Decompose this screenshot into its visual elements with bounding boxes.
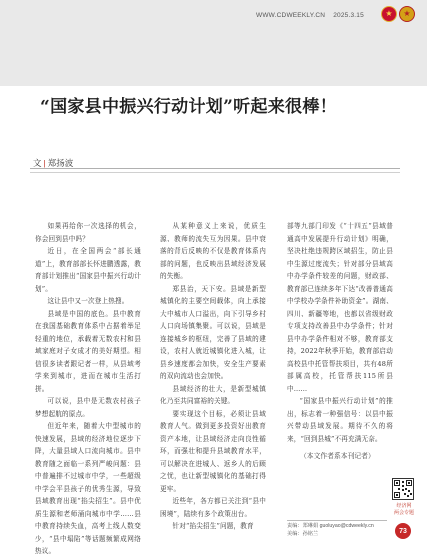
paragraph: 县域经济的壮大，是新型城镇化乃至共同富裕的关键。: [160, 384, 266, 405]
paragraph: 县域是中国的底色。县中教育在我国基础教育体系中占据着举足轻重的地位，承载着无数农村和县域家庭对子女成才的美好期望。相信很多读者跟记者一样，从县域考学来到城市，进而在城市生活打拼。: [35, 309, 141, 393]
author-note: （本文作者系本刊记者）: [300, 453, 375, 460]
divider: [287, 520, 387, 521]
header-url: WWW.CDWEEKLY.CN: [256, 12, 326, 19]
editor-credit: 责编：郑琳娟 guoluyao@cdweekly.cn: [287, 523, 374, 529]
article-title: “国家县中振兴行动计划”听起来很棒！: [40, 97, 337, 117]
party-emblem-icon: [399, 6, 415, 22]
article-column-1: [35, 220, 141, 558]
qr-code[interactable]: [392, 478, 414, 500]
divider: [30, 168, 400, 169]
paragraph: 如果再给你一次选择的机会，你会回到县中吗？: [35, 222, 141, 243]
magazine-line-2: 两会专题: [393, 509, 414, 516]
magazine-line-1: 经济网: [396, 503, 412, 509]
article-column-2: [160, 220, 266, 533]
qr-code-icon: [393, 479, 413, 499]
paragraph: 但近年来，随着大中型城市的快速发展，县域的经济地位逐步下降，大量县域人口流向城市。县中教育随之面临一系列严峻问题：县中普遍排不过城市中学，一些超级中学会平县孩子的优秀生源，导致县域教育出现“掐尖招生”。县中优质生源和老师涌向城市中学……县中教育持续失血，高考上线人数变少，“县中塌陷”等话题频繁成网络热议。: [35, 422, 141, 555]
paragraph: 要实现这个目标，必须让县域教育人气。做到更多投资好出教育资产本地，让县域经济走向良性循环，而强壮和提升县域教育水平，可以解决在进城人、返乡人的后顾之忧，也让新型城镇化的基础打得更牢。: [160, 409, 266, 493]
paragraph: 可以说，县中是无数农村孩子梦想起航的原点。: [35, 397, 141, 418]
paragraph: 近些年，各方都已关注到“县中困境”，陆续有多个政策出台。: [160, 497, 266, 518]
header-date: 2025.3.15: [333, 12, 364, 19]
paragraph: 这让县中又一次登上热搜。: [47, 297, 129, 305]
page-number: 73: [395, 523, 411, 539]
paragraph: 郑县治，天下安。县域是新型城镇化的主要空间载体，向上承接大中城市人口溢出，向下引导乡村人口向场镇集聚。可以说，县域是连接城乡的枢纽，完善了县域的建设，农村人就近城镇化进入城，让县乡速度都会加快，安全生产要素的双向流动也会加快。: [160, 284, 266, 380]
paragraph: 近日，在全国两会“部长通道”上，教育部部长怀进鹏透露，教育部计划推出“国家县中振兴行动计划”。: [35, 247, 141, 293]
separator: |: [43, 158, 46, 168]
credits: [287, 522, 374, 538]
paragraph: 针对“掐尖招生”问题，教育: [172, 522, 254, 530]
paragraph: “国家县中振兴行动计划”的推出，标志着一种强信号：以县中振兴带动县域发展。期待不久的将来，“回到县城”不再充满无奈。: [287, 397, 393, 443]
star-icon: ★: [403, 9, 411, 18]
article-column-3: [287, 220, 393, 445]
magazine-label: [388, 503, 420, 516]
header-meta: [256, 12, 364, 19]
author-name: 郑扬波: [47, 158, 74, 168]
star-icon: ★: [385, 9, 393, 18]
emblem-icon: [381, 6, 397, 22]
divider: [30, 172, 400, 173]
author-prefix: 文: [33, 158, 42, 168]
paragraph: 从某种意义上来说，优质生源、教师的流失互为因果。县中衰落的背后反映的不仅是教育体系内部的问题，也反映出县域经济发展的失衡。: [160, 222, 266, 280]
paragraph: 部等九部门印发《“十四五”县域普通高中发展提升行动计划》明确，坚决杜绝违规跨区域招生，防止县中生源过度流失；针对部分县域高中办学条件较差的问题，财政部、教育部已连续多年下达“改善普通高中学校办学条件补助资金”。湖南、四川、新疆等地，也都以省级财政专项支持改善县中办学条件；针对县中办学条件相对不够，教育部支持，2022年秋季开始，教育部启动高校县中托管帮扶项目，共有48所部属高校，托管帮扶115所县中……: [287, 222, 393, 393]
designer-credit: 美编：孙铭兰: [287, 531, 319, 537]
